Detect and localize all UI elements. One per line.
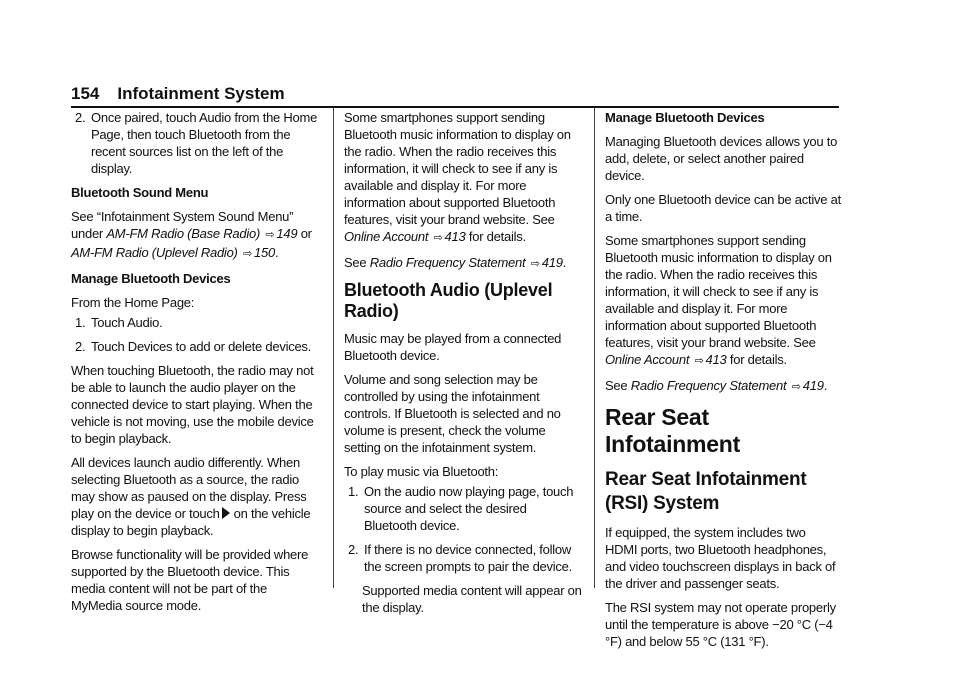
paragraph-managing: Managing Bluetooth devices allows you to add, delete, or select another paired device. [605,134,838,183]
paragraph-to-play: To play music via Bluetooth: [344,464,499,479]
text: . [562,255,567,270]
page-ref[interactable]: 149 [276,226,298,241]
subheading-manage-devices: Manage Bluetooth Devices [605,110,765,125]
text: See “Infotainment System Sound Menu” under [71,209,294,241]
page-ref[interactable]: 413 [705,352,727,367]
page-ref-icon: ⇨ [694,355,704,367]
paragraph-supported-media: Supported media content will appear on the display. [362,583,582,615]
column-1 [71,109,321,621]
paragraph-touching: When touching Bluetooth, the radio may not be able to launch the audio player on the connected device to start playing. When the vehicle is not moving, use the mobile device to begin playback. [71,363,314,446]
page-ref-icon: ⇨ [265,229,275,241]
subheading-manage-devices: Manage Bluetooth Devices [71,271,231,286]
list-item [75,314,321,331]
list-text: Once paired, touch Audio from the Home Page, then touch Bluetooth from the recent sources list on the left of the display. [91,110,318,176]
column-3 [605,109,841,657]
text: . [823,378,828,393]
text: for details. [468,229,526,244]
list-item [75,338,321,355]
text: for details. [729,352,787,367]
paragraph-from-home: From the Home Page: [71,295,195,310]
list-number: 1. [75,315,86,330]
heading-rsi-system: Rear Seat Infotainment (RSI) System [605,469,807,514]
list-text: On the audio now playing page, touch source and select the desired Bluetooth device. [364,484,574,533]
paragraph-see-rf [344,254,582,273]
xref-online-account[interactable]: Online Account [344,229,429,244]
paragraph-see-sound-menu [71,208,321,263]
page-ref[interactable]: 419 [541,255,563,270]
page-ref[interactable]: 150 [253,245,275,260]
paragraph-browse: Browse functionality will be provided where supported by the Bluetooth device. This media content will not be part of the MyMedia source mode. [71,547,309,613]
text: or [300,226,312,241]
heading-rear-seat-infotainment: Rear Seat Infotainment [605,404,740,457]
play-icon [222,507,230,519]
page-ref[interactable]: 413 [444,229,466,244]
list-number: 2. [75,110,86,125]
paragraph-smartphones [344,109,582,247]
xref-online-account[interactable]: Online Account [605,352,690,367]
paragraph-smartphones [605,232,841,370]
list-item [75,109,321,177]
list-text: If there is no device connected, follow the screen prompts to pair the device. [364,542,573,574]
list-text: Touch Devices to add or delete devices. [91,339,312,354]
xref-uplevel-radio[interactable]: AM-FM Radio (Uplevel Radio) [71,245,238,260]
page-ref-icon: ⇨ [530,258,540,270]
text: . [274,245,279,260]
header-rule [71,106,839,108]
text: See [344,255,367,270]
paragraph-music: Music may be played from a connected Bluetooth device. [344,331,562,363]
list-number: 2. [348,542,359,557]
page-ref-icon: ⇨ [791,381,801,393]
list-item [348,541,582,575]
list-item [348,483,582,534]
page-ref-icon: ⇨ [433,232,443,244]
xref-radio-frequency[interactable]: Radio Frequency Statement [369,255,526,270]
page-header [71,84,839,104]
paragraph-only-one: Only one Bluetooth device can be active at a time. [605,192,841,224]
column-divider-1 [333,108,334,588]
text: Some smartphones support sending Bluetooth music information to display on the radio. When the radio receives this information, it will check to see if any is available and display it. For more information about supported Bluetooth features, visit your brand website. See [605,233,832,350]
text: See [605,378,628,393]
xref-radio-frequency[interactable]: Radio Frequency Statement [630,378,787,393]
page-ref[interactable]: 419 [802,378,824,393]
paragraph-rsi-temp: The RSI system may not operate properly until the temperature is above −20 °C (−4 °F) and below 55 °C (131 °F). [605,600,836,649]
list-number: 2. [75,339,86,354]
section-title: Infotainment System [117,84,285,103]
text: Some smartphones support sending Bluetooth music information to display on the radio. When the radio receives this information, it will check to see if any is available and display it. For more information about supported Bluetooth features, visit your brand website. See [344,110,571,227]
subheading-sound-menu: Bluetooth Sound Menu [71,185,209,200]
header-row [71,84,839,104]
xref-base-radio[interactable]: AM-FM Radio (Base Radio) [106,226,261,241]
list-text: Touch Audio. [91,315,163,330]
heading-bluetooth-uplevel: Bluetooth Audio (Uplevel Radio) [344,280,553,321]
page-number: 154 [71,84,100,103]
column-2 [344,109,582,623]
paragraph-equipped: If equipped, the system includes two HDMI ports, two Bluetooth headphones, and video touchscreen displays in back of the driver and passenger seats. [605,525,836,591]
paragraph-launch [71,454,321,539]
paragraph-see-rf [605,377,841,396]
list-number: 1. [348,484,359,499]
text: All devices launch audio differently. When selecting Bluetooth as a source, the radio may show as paused on the display. Press play on the device or touch [71,455,307,521]
page-ref-icon: ⇨ [243,248,252,260]
text: on the vehicle display to begin playback. [71,506,311,538]
column-divider-2 [594,108,595,588]
paragraph-volume: Volume and song selection may be controlled by using the infotainment controls. If Bluetooth is selected and no volume is present, check the volume setting on the infotainment system. [344,372,561,455]
